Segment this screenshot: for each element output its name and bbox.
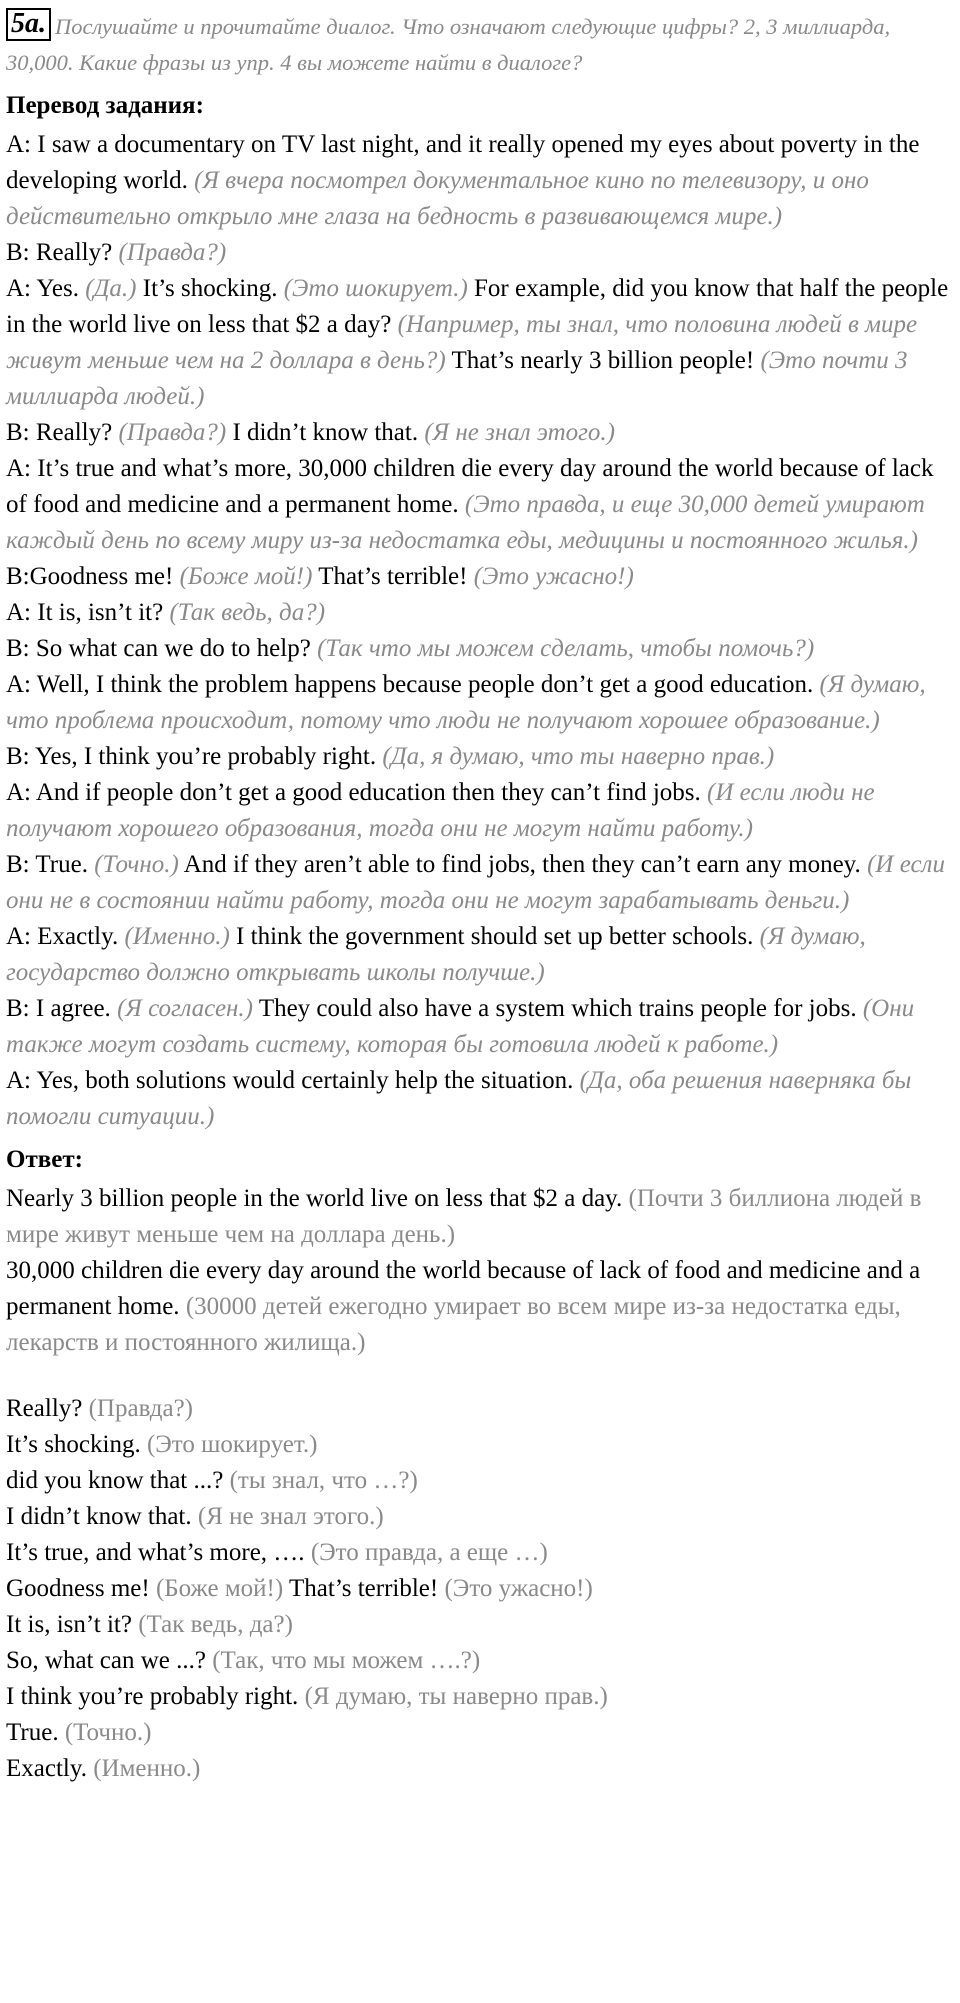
phrase-line: [6, 1607, 952, 1643]
dialogue-line: [6, 451, 952, 559]
dialogue-line: [6, 631, 952, 667]
phrase-line: [6, 1427, 952, 1463]
answer-heading: Ответ:: [6, 1146, 83, 1173]
phrase-list: [6, 1391, 952, 1787]
english-text: A: And if people don’t get a good education then they can’t find jobs.: [6, 779, 708, 806]
english-text: A: I saw a documentary on TV last night, and it really opened my eyes about poverty in the developing world.: [6, 131, 920, 194]
dialogue-line: [6, 739, 952, 775]
russian-translation: (Это шокирует.): [283, 275, 468, 302]
dialogue-line: [6, 775, 952, 847]
russian-translation: (Боже мой!): [179, 563, 313, 590]
spacer: [6, 1361, 952, 1391]
english-text: And if they aren’t able to find jobs, then they can’t earn any money.: [178, 851, 868, 878]
translation-heading: Перевод задания:: [6, 92, 204, 119]
english-text: It’s shocking.: [136, 275, 284, 302]
answers: [6, 1181, 952, 1361]
phrase-line: [6, 1679, 952, 1715]
english-text: That’s nearly 3 billion people!: [445, 347, 761, 374]
dialogue-line: [6, 559, 952, 595]
english-text: A: Exactly.: [6, 923, 125, 950]
russian-translation: (Это почти 3 миллиарда людей.): [6, 347, 908, 410]
russian-translation: (ты знал, что …?): [229, 1467, 418, 1494]
russian-translation: (Так ведь, да?): [138, 1611, 293, 1638]
dialogue-line: [6, 595, 952, 631]
russian-translation: (Это правда, а еще …): [310, 1539, 548, 1566]
english-text: B: True.: [6, 851, 95, 878]
russian-translation: (Например, ты знал, что половина людей в мире живут меньше чем на 2 доллара в день?): [6, 311, 918, 374]
russian-translation: (Правда?): [118, 239, 227, 266]
english-text: B: Really?: [6, 239, 119, 266]
english-text: Exactly.: [6, 1755, 94, 1782]
english-text: It’s true, and what’s more, ….: [6, 1539, 311, 1566]
task-number: 5a.: [6, 8, 51, 41]
english-text: A: It is, isn’t it?: [6, 599, 170, 626]
russian-translation: (Это ужасно!): [444, 1575, 593, 1602]
english-text: I think you’re probably right.: [6, 1683, 305, 1710]
dialogue-line: [6, 919, 952, 991]
phrase-line: [6, 1463, 952, 1499]
russian-translation: (Это правда, и еще 30,000 детей умирают каждый день по всему миру из-за недостатка еды, медицины и постоянного жилья.): [6, 491, 925, 554]
russian-translation: (Почти 3 биллиона людей в мире живут меньше чем на доллара день.): [6, 1185, 922, 1248]
russian-translation: (И если они не в состоянии найти работу, тогда они не могут зарабатывать деньги.): [6, 851, 945, 914]
english-text: B: I agree.: [6, 995, 118, 1022]
english-text: Goodness me!: [6, 1575, 156, 1602]
russian-translation: (Я вчера посмотрел документальное кино по телевизору, и оно действительно открыло мне глаза на бедность в развивающемся мире.): [6, 167, 869, 230]
russian-translation: (Я не знал этого.): [197, 1503, 384, 1530]
answer-line: [6, 1253, 952, 1361]
russian-translation: (Я думаю, что проблема происходит, потому что люди не получают хорошее образование.): [6, 671, 926, 734]
dialogue-line: [6, 847, 952, 919]
english-text: I didn’t know that.: [6, 1503, 198, 1530]
english-text: B:Goodness me!: [6, 563, 180, 590]
english-text: B: Yes, I think you’re probably right.: [6, 743, 383, 770]
english-text: A: It’s true and what’s more, 30,000 children die every day around the world because of lack of food and medicine and a permanent home.: [6, 455, 934, 518]
russian-translation: (Правда?): [118, 419, 227, 446]
dialogue-line: [6, 127, 952, 235]
phrase-line: [6, 1535, 952, 1571]
russian-translation: (Я не знал этого.): [424, 419, 615, 446]
russian-translation: (Они также могут создать систему, которая бы готовила людей к работе.): [6, 995, 915, 1058]
english-text: 30,000 children die every day around the world because of lack of food and medicine and a permanent home.: [6, 1257, 921, 1320]
phrase-line: [6, 1715, 952, 1751]
russian-translation: (Это ужасно!): [473, 563, 634, 590]
dialogue-line: [6, 667, 952, 739]
english-text: That’s terrible!: [283, 1575, 445, 1602]
russian-translation: (И если люди не получают хорошего образования, тогда они не могут найти работу.): [6, 779, 875, 842]
russian-translation: (Точно.): [64, 1719, 152, 1746]
english-text: A: Yes, both solutions would certainly help the situation.: [6, 1067, 580, 1094]
english-text: A: Well, I think the problem happens because people don’t get a good education.: [6, 671, 820, 698]
russian-translation: (Правда?): [88, 1395, 194, 1422]
russian-translation: (Это шокирует.): [146, 1431, 318, 1458]
dialogue-line: [6, 991, 952, 1063]
english-text: Really?: [6, 1395, 89, 1422]
english-text: For example, did you know that half the people in the world live on less that $2 a day?: [6, 275, 949, 338]
russian-translation: (Я думаю, ты наверно прав.): [304, 1683, 608, 1710]
english-text: A: Yes.: [6, 275, 86, 302]
russian-translation: (Да, оба решения наверняка бы помогли ситуации.): [6, 1067, 912, 1130]
english-text: It is, isn’t it?: [6, 1611, 139, 1638]
english-text: So, what can we ...?: [6, 1647, 213, 1674]
english-text: They could also have a system which trains people for jobs.: [253, 995, 863, 1022]
russian-translation: (Я согласен.): [117, 995, 254, 1022]
english-text: B: So what can we do to help?: [6, 635, 318, 662]
english-text: I didn’t know that.: [226, 419, 425, 446]
english-text: True.: [6, 1719, 65, 1746]
phrase-line: [6, 1499, 952, 1535]
phrase-line: [6, 1571, 952, 1607]
dialogue: [6, 127, 952, 1135]
phrase-line: [6, 1751, 952, 1787]
english-text: B: Really?: [6, 419, 119, 446]
russian-translation: (Боже мой!): [155, 1575, 284, 1602]
phrase-line: [6, 1391, 952, 1427]
task-statement: [6, 8, 952, 81]
dialogue-line: [6, 271, 952, 415]
phrase-line: [6, 1643, 952, 1679]
russian-translation: (Так ведь, да?): [169, 599, 326, 626]
dialogue-line: [6, 235, 952, 271]
russian-translation: (30000 детей ежегодно умирает во всем мире из-за недостатка еды, лекарств и постоянного жилища.): [6, 1293, 901, 1356]
russian-translation: (Да.): [85, 275, 137, 302]
russian-translation: (Именно.): [124, 923, 230, 950]
dialogue-line: [6, 415, 952, 451]
dialogue-line: [6, 1063, 952, 1135]
english-text: Nearly 3 billion people in the world live on less that $2 a day.: [6, 1185, 629, 1212]
answer-line: [6, 1181, 952, 1253]
russian-translation: (Точно.): [94, 851, 179, 878]
russian-translation: (Так, что мы можем ….?): [212, 1647, 481, 1674]
russian-translation: (Так что мы можем сделать, чтобы помочь?): [317, 635, 815, 662]
task-text: Послушайте и прочитайте диалог. Что означают следующие цифры? 2, 3 миллиарда, 30,000. Какие фразы из упр. 4 вы можете найти в диалоге?: [6, 14, 891, 75]
russian-translation: (Я думаю, государство должно открывать школы получше.): [6, 923, 866, 986]
english-text: That’s terrible!: [312, 563, 474, 590]
english-text: It’s shocking.: [6, 1431, 147, 1458]
russian-translation: (Да, я думаю, что ты наверно прав.): [382, 743, 775, 770]
english-text: did you know that ...?: [6, 1467, 230, 1494]
english-text: I think the government should set up better schools.: [229, 923, 760, 950]
russian-translation: (Именно.): [93, 1755, 201, 1782]
